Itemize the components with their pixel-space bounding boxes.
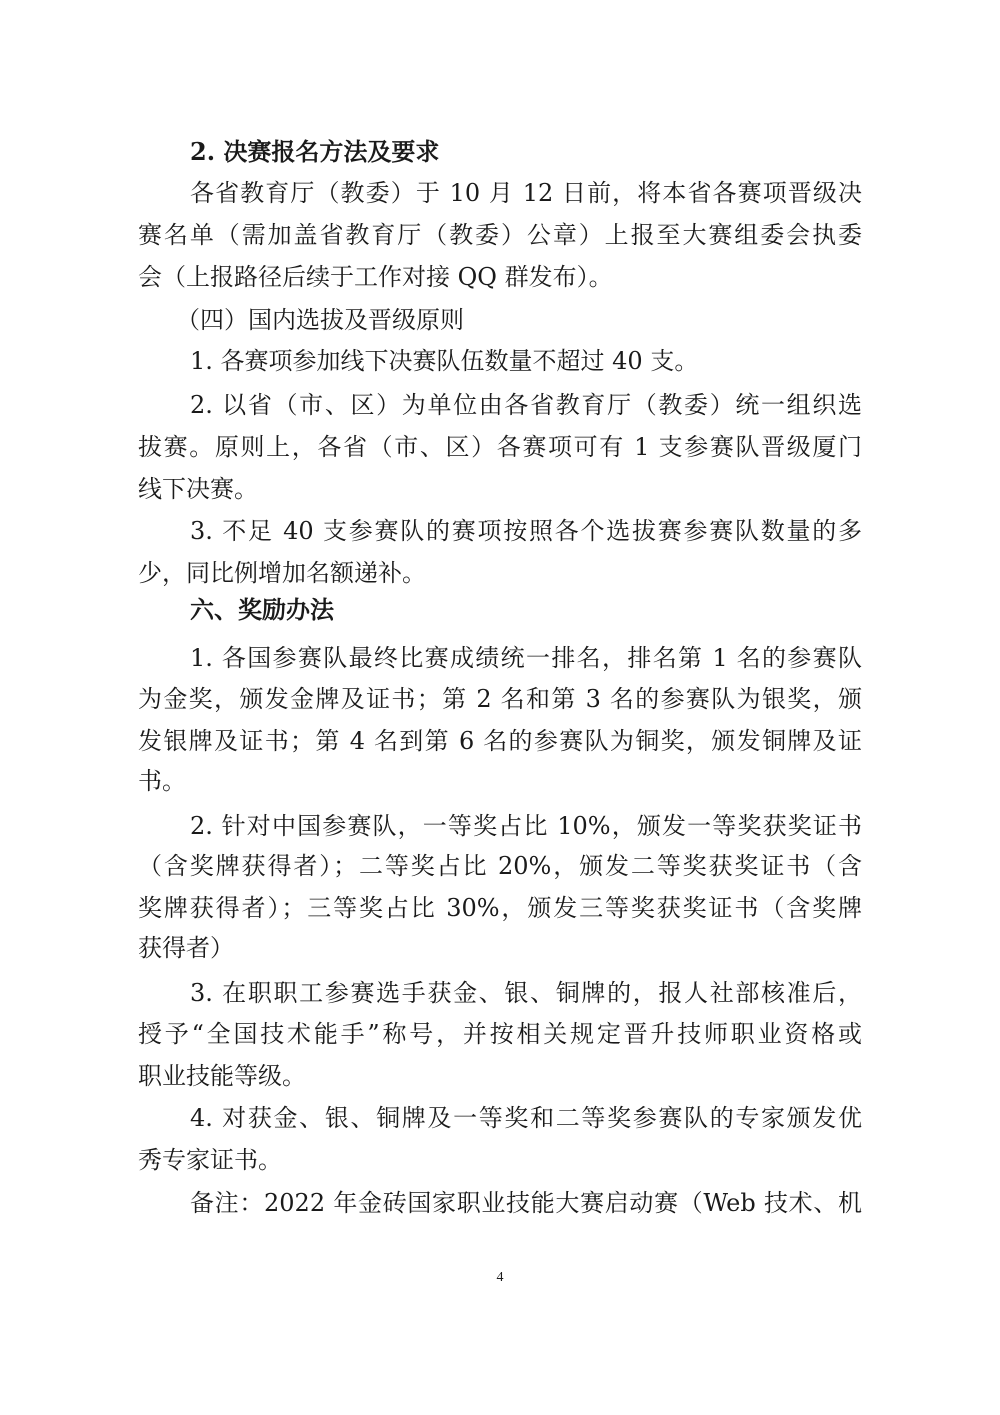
section-heading: 六、奖励办法 bbox=[190, 595, 334, 624]
paragraph-line: 发银牌及证书；第 4 名到第 6 名的参赛队为铜奖，颁发铜牌及证 bbox=[138, 727, 862, 755]
paragraph-line: 拔赛。原则上，各省（市、区）各赛项可有 1 支参赛队晋级厦门 bbox=[138, 433, 862, 461]
paragraph-line: 1. 各赛项参加线下决赛队伍数量不超过 40 支。 bbox=[190, 347, 699, 375]
paragraph-line: 各省教育厅（教委）于 10 月 12 日前，将本省各赛项晋级决 bbox=[190, 179, 862, 207]
paragraph-line: 2. 以省（市、区）为单位由各省教育厅（教委）统一组织选 bbox=[190, 391, 862, 419]
paragraph-line: 职业技能等级。 bbox=[138, 1062, 306, 1090]
paragraph-line: 获得者） bbox=[138, 934, 234, 962]
paragraph-line: 秀专家证书。 bbox=[138, 1146, 282, 1174]
paragraph-line: 3. 在职职工参赛选手获金、银、铜牌的，报人社部核准后， bbox=[190, 979, 862, 1007]
section-heading: 2. 决赛报名方法及要求 bbox=[190, 137, 440, 166]
page-number: 4 bbox=[496, 1270, 504, 1285]
paragraph-line: 3. 不足 40 支参赛队的赛项按照各个选拔赛参赛队数量的多 bbox=[190, 517, 862, 545]
paragraph-line: 少，同比例增加名额递补。 bbox=[138, 559, 426, 587]
paragraph-line: 备注：2022 年金砖国家职业技能大赛启动赛（Web 技术、机 bbox=[190, 1189, 862, 1217]
paragraph-line: 奖牌获得者）；三等奖占比 30%，颁发三等奖获奖证书（含奖牌 bbox=[138, 894, 862, 922]
subsection-heading: （四）国内选拔及晋级原则 bbox=[176, 306, 464, 334]
paragraph-line: 线下决赛。 bbox=[138, 475, 258, 503]
paragraph-line: 2. 针对中国参赛队，一等奖占比 10%，颁发一等奖获奖证书 bbox=[190, 812, 862, 840]
paragraph-line: 4. 对获金、银、铜牌及一等奖和二等奖参赛队的专家颁发优 bbox=[190, 1104, 862, 1132]
paragraph-line: 会（上报路径后续于工作对接 QQ 群发布）。 bbox=[138, 263, 613, 291]
paragraph-line: 赛名单（需加盖省教育厅（教委）公章）上报至大赛组委会执委 bbox=[138, 221, 862, 249]
paragraph-line: （含奖牌获得者）；二等奖占比 20%，颁发二等奖获奖证书（含 bbox=[138, 852, 862, 880]
paragraph-line: 书。 bbox=[138, 767, 186, 795]
paragraph-line: 为金奖，颁发金牌及证书；第 2 名和第 3 名的参赛队为银奖，颁 bbox=[138, 685, 862, 713]
paragraph-line: 1. 各国参赛队最终比赛成绩统一排名，排名第 1 名的参赛队 bbox=[190, 644, 862, 672]
paragraph-line: 授予“全国技术能手”称号，并按相关规定晋升技师职业资格或 bbox=[138, 1020, 862, 1048]
